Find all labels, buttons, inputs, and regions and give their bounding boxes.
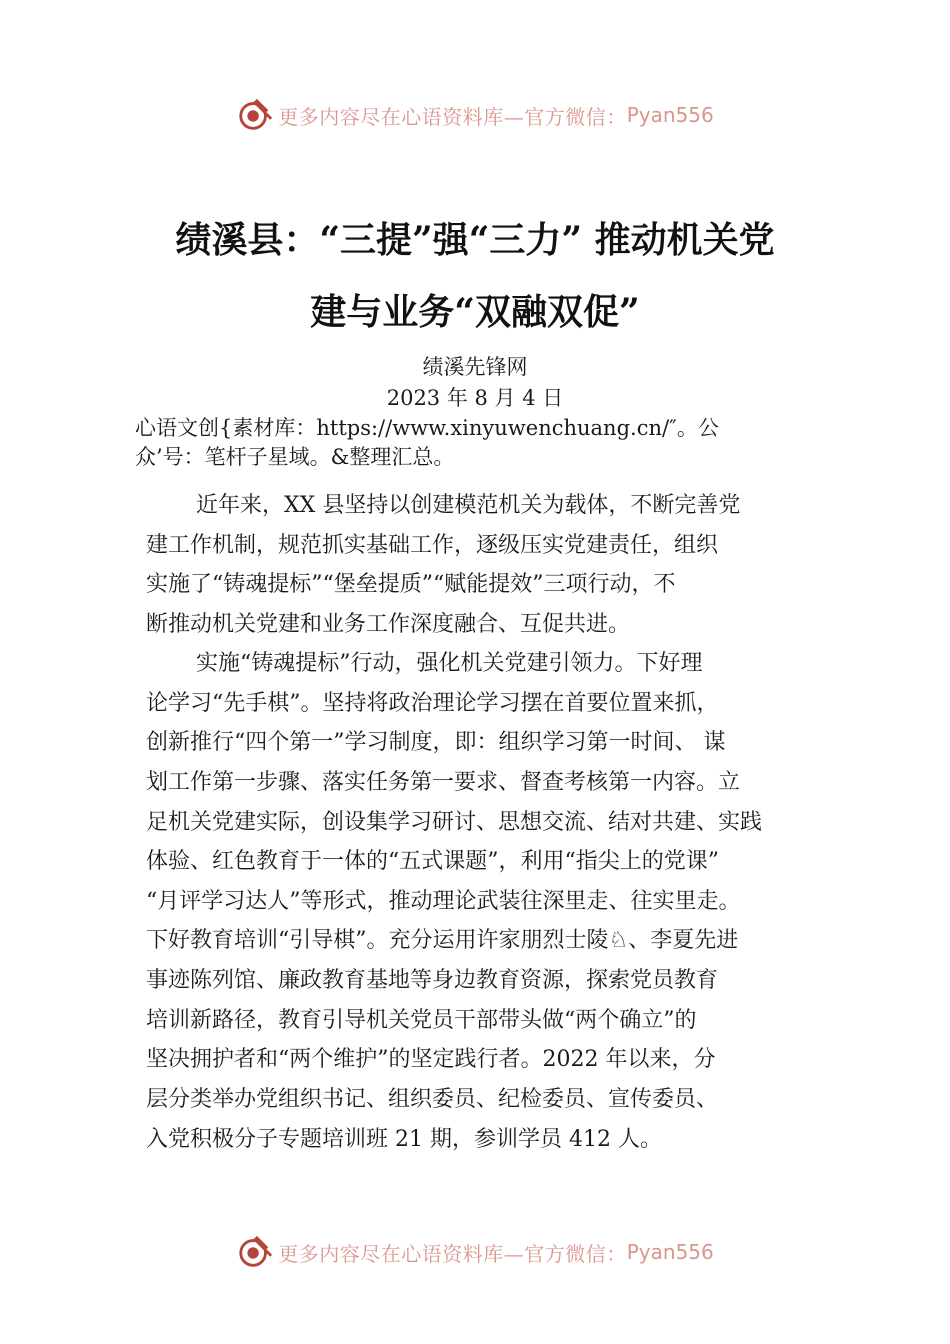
note-line-1: 心语文创{素材库：https://www.xinyuwenchuang.cn/″。公 — [135, 416, 719, 440]
source-name: 绩溪先锋网 — [422, 355, 528, 379]
banner-text: 更多内容尽在心语资料库—官方微信： — [278, 104, 627, 129]
body-line: 划工作第一步骤、落实任务第一要求、督查考核第一内容。立 — [146, 770, 741, 795]
pen-circle-logo-icon — [236, 1233, 274, 1271]
document-title-line-1: 绩溪县：“三提”强“三力” 推动机关党 — [175, 219, 775, 261]
document-title-line-2: 建与业务“双融双促” — [310, 291, 640, 333]
publish-date: 2023 年 8 月 4 日 — [386, 386, 564, 410]
body-line: 足机关党建实际，创设集学习研讨、思想交流、结对共建、实践 — [146, 810, 763, 835]
header-banner — [0, 95, 950, 135]
pen-circle-logo-icon — [236, 96, 274, 134]
note-line-2: 众’号：笔杆子星域。&整理汇总。 — [135, 445, 455, 469]
body-line: 实施了“铸魂提标”“堡垒提质”“赋能提效”三项行动，不 — [146, 572, 676, 597]
body-line: 入党积极分子专题培训班 21 期，参训学员 412 人。 — [146, 1127, 662, 1152]
body-line: “月评学习达人”等形式，推动理论武装往深里走、往实里走。 — [146, 889, 741, 914]
banner-wechat-id: Pyan556 — [626, 1240, 714, 1264]
body-line: 创新推行“四个第一”学习制度，即：组织学习第一时间、 谋 — [146, 730, 726, 755]
body-line: 近年来，XX 县坚持以创建模范机关为载体，不断完善党 — [196, 493, 741, 518]
body-line: 培训新路径，教育引导机关党员干部带头做“两个确立”的 — [146, 1008, 697, 1033]
body-line: 建工作机制，规范抓实基础工作，逐级压实党建责任，组织 — [146, 533, 719, 558]
banner-wechat-id: Pyan556 — [626, 103, 714, 127]
banner-text: 更多内容尽在心语资料库—官方微信： — [278, 1241, 627, 1266]
body-line: 论学习“先手棋”。坚持将政治理论学习摆在首要位置来抓， — [146, 691, 719, 716]
body-line: 事迹陈列馆、廉政教育基地等身边教育资源，探索党员教育 — [146, 968, 719, 993]
body-line: 层分类举办党组织书记、组织委员、纪检委员、宣传委员、 — [146, 1087, 719, 1112]
body-line: 下好教育培训“引导棋”。充分运用许家朋烈士陵♘、李夏先进 — [146, 928, 739, 953]
body-line: 实施“铸魂提标”行动，强化机关党建引领力。下好理 — [196, 651, 703, 676]
body-line: 坚决拥护者和“两个维护”的坚定践行者。2022 年以来，分 — [146, 1047, 716, 1072]
footer-banner — [0, 1232, 950, 1272]
body-line: 断推动机关党建和业务工作深度融合、互促共进。 — [146, 612, 631, 637]
body-line: 体验、红色教育于一体的“五式课题”，利用“指尖上的党课” — [146, 849, 719, 874]
